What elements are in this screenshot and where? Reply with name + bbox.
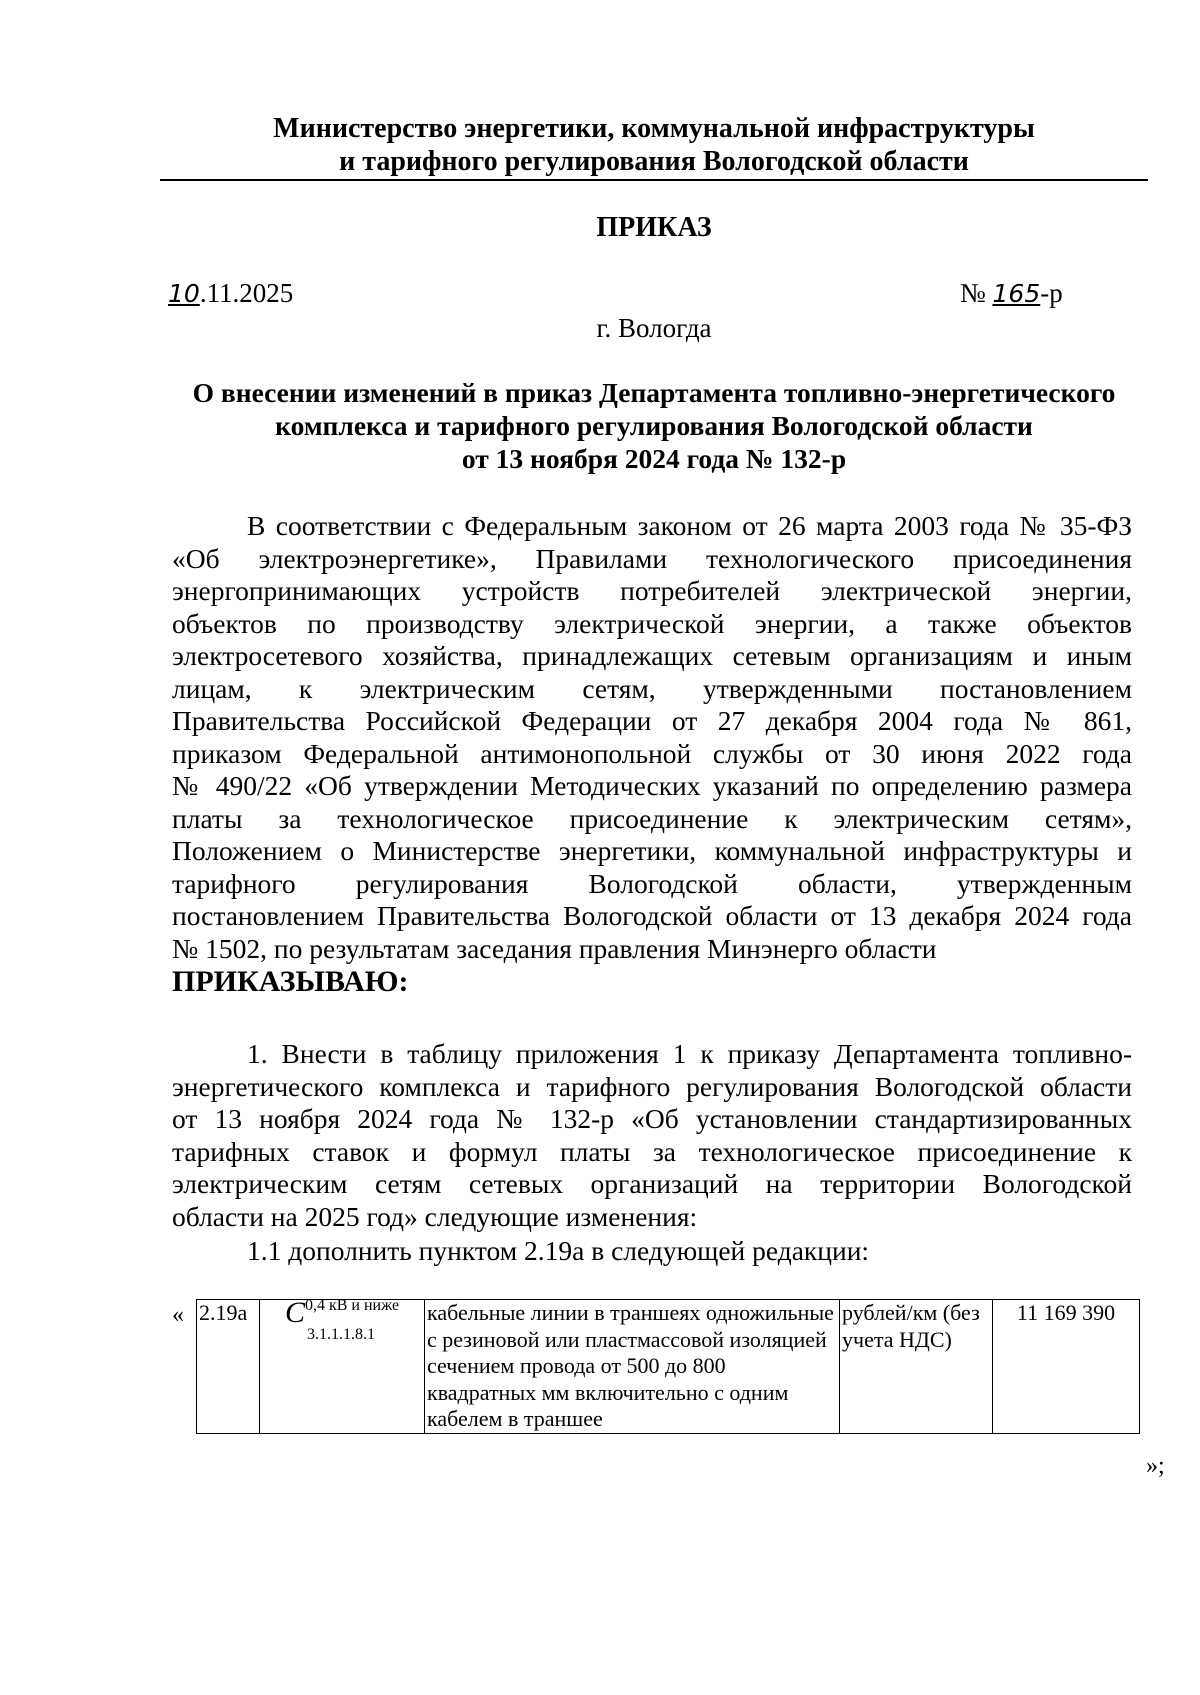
table-row <box>197 1300 1140 1434</box>
item-1-line: области на 2025 год» следующие изменения: <box>172 1200 698 1232</box>
item-1-1: 1.1 дополнить пунктом 2.19а в следующей редакции: <box>247 1235 870 1266</box>
order-directive-word: ПРИКАЗЫВАЮ: <box>172 965 409 998</box>
preamble-line: Правительства Российской Федерации от 27 декабря 2004 года № 861, <box>172 705 1132 736</box>
value-cell: 11 169 390 <box>993 1300 1140 1434</box>
preamble-line: платы за технологическое присоединение к электрическим сетям», <box>172 802 1132 834</box>
unit-cell: рублей/км (без учета НДС) <box>840 1300 993 1434</box>
item-1-line: 1. Внести в таблицу приложения 1 к приказу Департамента топливно- <box>247 1038 1132 1069</box>
order-subject <box>160 376 1148 475</box>
header-divider <box>160 179 1148 181</box>
preamble-line: «Об электроэнергетике», Правилами технологического присоединения <box>172 542 1132 574</box>
ministry-header-line-2: и тарифного регулирования Вологодской области <box>339 146 969 177</box>
preamble-line: Положением о Министерстве энергетики, коммунальной инфраструктуры и <box>172 835 1132 866</box>
handwritten-day: 10 <box>168 279 200 308</box>
preamble-line: энергопринимающих устройств потребителей электрической энергии, <box>172 575 1132 606</box>
city: г. Вологда <box>596 313 712 343</box>
order-title: ПРИКАЗ <box>596 212 712 243</box>
preamble-line: № 490/22 «Об утверждении Методических указаний по определению размера <box>172 770 1132 801</box>
handwritten-number: 165 <box>992 279 1041 308</box>
formula-symbol: C <box>284 1296 305 1329</box>
formula-cell <box>260 1296 425 1434</box>
tariff-table <box>196 1296 1140 1434</box>
order-date <box>168 278 293 309</box>
closing-quote: »; <box>1146 1453 1165 1479</box>
preamble-line: тарифного регулирования Вологодской области, утвержденным <box>172 867 1132 899</box>
preamble-line: лицам, к электрическим сетям, утвержденными постановлением <box>172 672 1132 704</box>
item-1-line: электрическим сетям сетевых организаций на территории Вологодской <box>172 1168 1132 1199</box>
tariff-formula <box>284 1296 400 1343</box>
preamble-line: электросетевого хозяйства, принадлежащих сетевым организациям и иным <box>172 640 1132 671</box>
number-suffix: -р <box>1040 278 1063 308</box>
item-1-line: от 13 ноября 2024 года № 132-р «Об установлении стандартизированных <box>172 1103 1132 1134</box>
ministry-header <box>160 112 1148 178</box>
formula-superscript: 0,4 кВ и ниже <box>304 1297 400 1314</box>
opening-quote: « <box>172 1302 184 1328</box>
number-prefix: № <box>960 278 986 308</box>
subject-line-3: от 13 ноября 2024 года № 132-р <box>461 443 847 474</box>
item-1-paragraph <box>172 1038 1132 1233</box>
subject-line-1: О внесении изменений в приказ Департамента топливно-энергетического <box>192 377 1116 408</box>
preamble-line: № 1502, по результатам заседания правления Минэнерго области <box>172 932 937 964</box>
row-code-cell: 2.19а <box>197 1300 260 1434</box>
subject-line-2: комплекса и тарифного регулирования Вологодской области <box>275 410 1033 441</box>
item-1-line: энергетического комплекса и тарифного регулирования Вологодской области <box>172 1070 1132 1102</box>
date-rest: .11.2025 <box>199 278 294 308</box>
preamble-line: В соответствии с Федеральным законом от 26 марта 2003 года № 35-ФЗ <box>247 510 1132 541</box>
order-number <box>960 278 1063 309</box>
preamble-line: объектов по производству электрической энергии, а также объектов <box>172 607 1132 639</box>
preamble-line: постановлением Правительства Вологодской области от 13 декабря 2024 года <box>172 900 1132 931</box>
preamble-line: приказом Федеральной антимонопольной службы от 30 июня 2022 года <box>172 737 1132 769</box>
item-1-line: тарифных ставок и формул платы за технологическое присоединение к <box>172 1135 1132 1167</box>
formula-subscript: 3.1.1.1.8.1 <box>306 1326 375 1343</box>
ministry-header-line-1: Министерство энергетики, коммунальной инфраструктуры <box>273 113 1035 144</box>
preamble-paragraph <box>172 510 1132 965</box>
description-cell: кабельные линии в траншеях одножильные с резиновой или пластмассовой изоляцией сечением провода от 500 до 800 квадратных мм включительно с одним кабелем в траншее <box>425 1300 840 1434</box>
